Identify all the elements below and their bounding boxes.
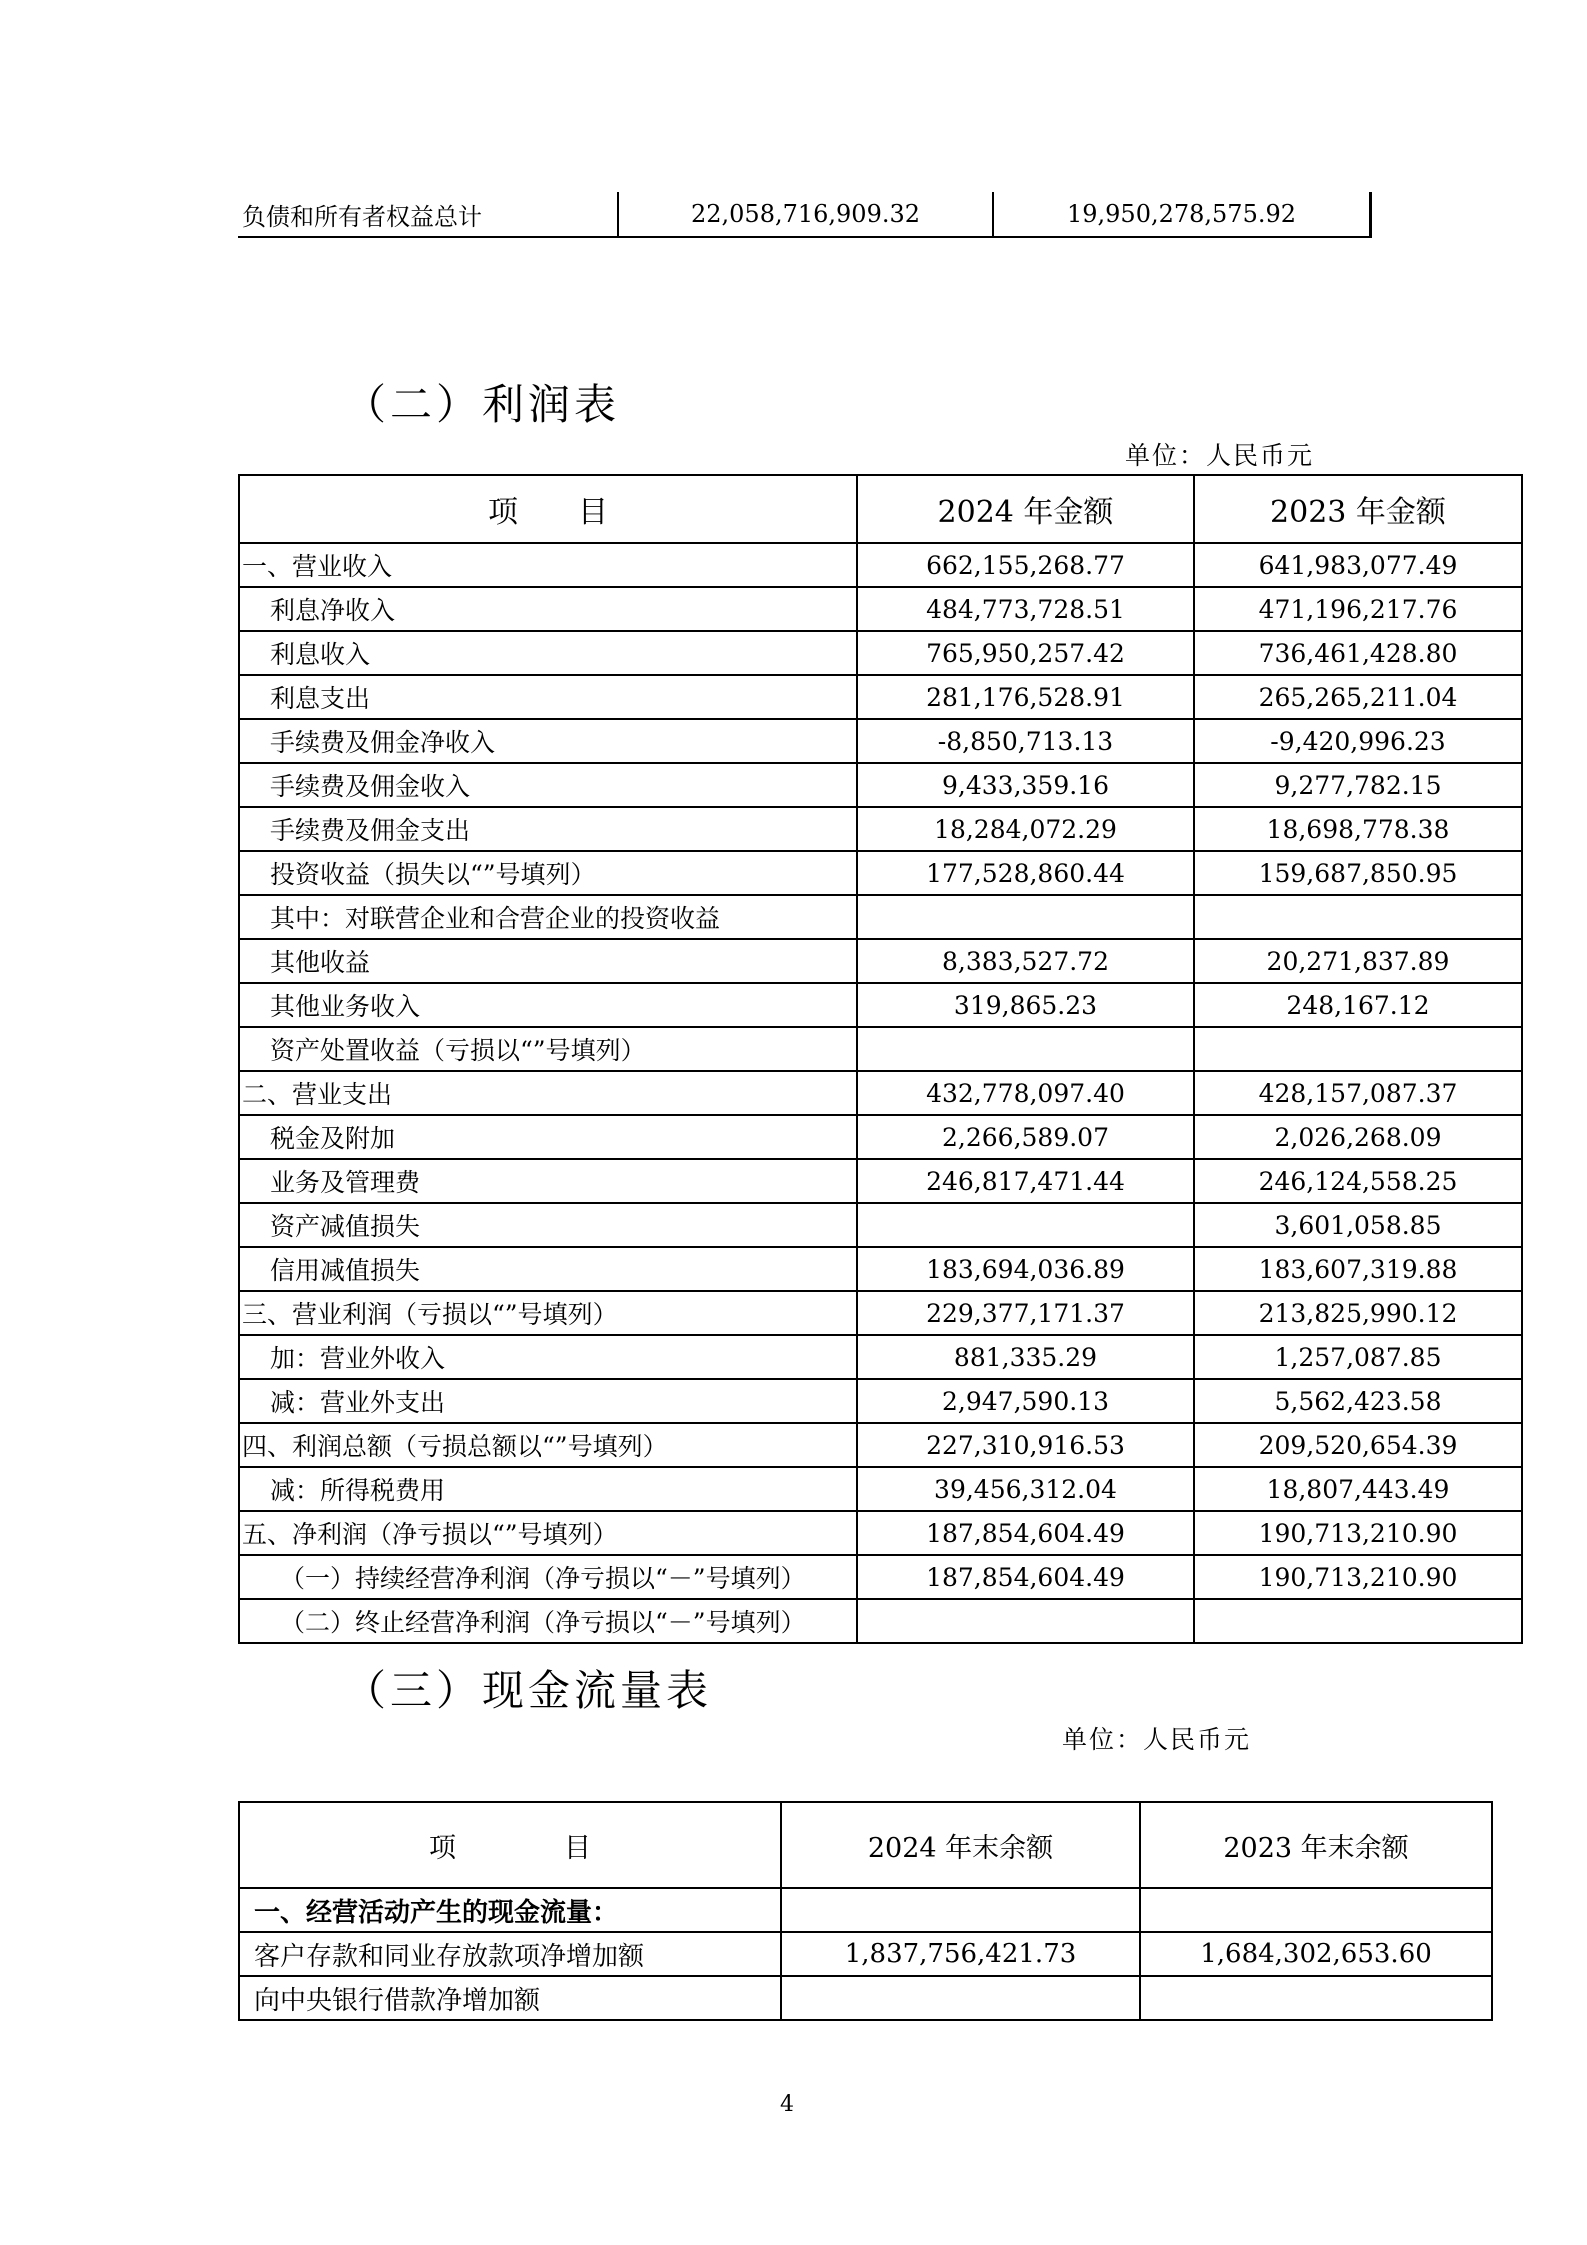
value-2023: 5,562,423.58 xyxy=(1194,1379,1522,1423)
value-2024 xyxy=(857,895,1194,939)
row-label: 业务及管理费 xyxy=(239,1159,857,1203)
table-row xyxy=(239,543,1522,587)
row-label: （二）终止经营净利润（净亏损以“－”号填列） xyxy=(239,1599,857,1643)
value-2023: 641,983,077.49 xyxy=(1194,543,1522,587)
row-label: 向中央银行借款净增加额 xyxy=(239,1976,781,2020)
row-label: 利息净收入 xyxy=(239,587,857,631)
cashflow-table xyxy=(238,1801,1493,2021)
value-2024: 246,817,471.44 xyxy=(857,1159,1194,1203)
value-2023: 190,713,210.90 xyxy=(1194,1555,1522,1599)
value-2023: 3,601,058.85 xyxy=(1194,1203,1522,1247)
value-2024: 1,837,756,421.73 xyxy=(781,1932,1140,1976)
value-2024: 229,377,171.37 xyxy=(857,1291,1194,1335)
value-2024: 183,694,036.89 xyxy=(857,1247,1194,1291)
value-2023 xyxy=(1140,1976,1492,2020)
table-row xyxy=(239,1159,1522,1203)
value-2024 xyxy=(781,1888,1140,1932)
value-2024: 8,383,527.72 xyxy=(857,939,1194,983)
table-row xyxy=(239,1467,1522,1511)
table-row xyxy=(239,1599,1522,1643)
row-label: 资产减值损失 xyxy=(239,1203,857,1247)
value-2024: 2,266,589.07 xyxy=(857,1115,1194,1159)
header-2024: 2024 年末余额 xyxy=(781,1802,1140,1888)
row-label: 利息收入 xyxy=(239,631,857,675)
table-row xyxy=(239,1203,1522,1247)
table-row xyxy=(239,807,1522,851)
value-2024: 18,284,072.29 xyxy=(857,807,1194,851)
value-2023: 209,520,654.39 xyxy=(1194,1423,1522,1467)
table-row xyxy=(239,1932,1492,1976)
value-2023 xyxy=(1194,1599,1522,1643)
row-label: 手续费及佣金支出 xyxy=(239,807,857,851)
value-2023: 471,196,217.76 xyxy=(1194,587,1522,631)
table-row xyxy=(239,983,1522,1027)
value-2023: 190,713,210.90 xyxy=(1194,1511,1522,1555)
row-label: 一、经营活动产生的现金流量： xyxy=(239,1888,781,1932)
row-label: 投资收益（损失以“”号填列） xyxy=(239,851,857,895)
table-row xyxy=(239,851,1522,895)
table-row xyxy=(239,763,1522,807)
value-2023: 2,026,268.09 xyxy=(1194,1115,1522,1159)
value-2023: 18,698,778.38 xyxy=(1194,807,1522,851)
row-label: （一）持续经营净利润（净亏损以“－”号填列） xyxy=(239,1555,857,1599)
income-unit-label: 单位：人民币元 xyxy=(1125,441,1315,470)
table-row xyxy=(239,1511,1522,1555)
value-2024: 227,310,916.53 xyxy=(857,1423,1194,1467)
table-row xyxy=(239,895,1522,939)
income-statement-table xyxy=(238,474,1523,1644)
row-label: 二、营业支出 xyxy=(239,1071,857,1115)
header-2023: 2023 年金额 xyxy=(1194,475,1522,543)
value-2023: -9,420,996.23 xyxy=(1194,719,1522,763)
value-2024: 22,058,716,909.32 xyxy=(618,192,993,237)
value-2023: 159,687,850.95 xyxy=(1194,851,1522,895)
value-2024: 765,950,257.42 xyxy=(857,631,1194,675)
value-2024: 2,947,590.13 xyxy=(857,1379,1194,1423)
table-row xyxy=(239,1379,1522,1423)
table-row xyxy=(239,1335,1522,1379)
value-2023: 248,167.12 xyxy=(1194,983,1522,1027)
row-label: 税金及附加 xyxy=(239,1115,857,1159)
income-statement-heading: （二）利润表 xyxy=(344,380,621,429)
row-label: 其中：对联营企业和合营企业的投资收益 xyxy=(239,895,857,939)
row-label: 资产处置收益（亏损以“”号填列） xyxy=(239,1027,857,1071)
table-row xyxy=(239,1555,1522,1599)
row-label: 三、营业利润（亏损以“”号填列） xyxy=(239,1291,857,1335)
value-2023: 265,265,211.04 xyxy=(1194,675,1522,719)
row-label: 减：所得税费用 xyxy=(239,1467,857,1511)
table-row xyxy=(238,192,1371,237)
value-2023: 428,157,087.37 xyxy=(1194,1071,1522,1115)
table-row xyxy=(239,1115,1522,1159)
row-label: 手续费及佣金收入 xyxy=(239,763,857,807)
value-2023: 1,257,087.85 xyxy=(1194,1335,1522,1379)
table-row xyxy=(239,939,1522,983)
value-2024: 662,155,268.77 xyxy=(857,543,1194,587)
value-2024 xyxy=(857,1203,1194,1247)
value-2024: 9,433,359.16 xyxy=(857,763,1194,807)
row-label: 其他业务收入 xyxy=(239,983,857,1027)
value-2024 xyxy=(857,1599,1194,1643)
balance-sheet-tail-table xyxy=(238,192,1372,238)
table-row xyxy=(239,719,1522,763)
row-label: 信用减值损失 xyxy=(239,1247,857,1291)
value-2024: -8,850,713.13 xyxy=(857,719,1194,763)
row-label: 减：营业外支出 xyxy=(239,1379,857,1423)
value-2024: 187,854,604.49 xyxy=(857,1555,1194,1599)
header-2024: 2024 年金额 xyxy=(857,475,1194,543)
value-2024 xyxy=(781,1976,1140,2020)
value-2024: 177,528,860.44 xyxy=(857,851,1194,895)
table-row xyxy=(239,675,1522,719)
row-label: 其他收益 xyxy=(239,939,857,983)
value-2023 xyxy=(1194,1027,1522,1071)
row-label: 一、营业收入 xyxy=(239,543,857,587)
table-row xyxy=(239,1247,1522,1291)
cashflow-heading: （三）现金流量表 xyxy=(344,1666,713,1715)
table-row xyxy=(239,1071,1522,1115)
value-2023: 18,807,443.49 xyxy=(1194,1467,1522,1511)
value-2024 xyxy=(857,1027,1194,1071)
header-2023: 2023 年末余额 xyxy=(1140,1802,1492,1888)
row-label: 四、利润总额（亏损总额以“”号填列） xyxy=(239,1423,857,1467)
row-label: 利息支出 xyxy=(239,675,857,719)
value-2023: 213,825,990.12 xyxy=(1194,1291,1522,1335)
value-2023: 1,684,302,653.60 xyxy=(1140,1932,1492,1976)
value-2024: 319,865.23 xyxy=(857,983,1194,1027)
row-label: 五、净利润（净亏损以“”号填列） xyxy=(239,1511,857,1555)
value-2023: 183,607,319.88 xyxy=(1194,1247,1522,1291)
cashflow-unit-label: 单位：人民币元 xyxy=(1062,1725,1252,1754)
value-2023: 20,271,837.89 xyxy=(1194,939,1522,983)
row-label: 手续费及佣金净收入 xyxy=(239,719,857,763)
value-2023: 736,461,428.80 xyxy=(1194,631,1522,675)
value-2024: 281,176,528.91 xyxy=(857,675,1194,719)
table-row xyxy=(239,1976,1492,2020)
value-2023 xyxy=(1194,895,1522,939)
table-header-row xyxy=(239,475,1522,543)
value-2024: 39,456,312.04 xyxy=(857,1467,1194,1511)
row-label: 客户存款和同业存放款项净增加额 xyxy=(239,1932,781,1976)
table-row xyxy=(239,1888,1492,1932)
table-header-row xyxy=(239,1802,1492,1888)
value-2024: 432,778,097.40 xyxy=(857,1071,1194,1115)
value-2024: 187,854,604.49 xyxy=(857,1511,1194,1555)
table-row xyxy=(239,587,1522,631)
value-2023 xyxy=(1140,1888,1492,1932)
table-row xyxy=(239,631,1522,675)
table-row xyxy=(239,1423,1522,1467)
value-2023: 19,950,278,575.92 xyxy=(993,192,1371,237)
value-2023: 246,124,558.25 xyxy=(1194,1159,1522,1203)
table-row xyxy=(239,1027,1522,1071)
page-number: 4 xyxy=(780,2092,794,2117)
row-label: 负债和所有者权益总计 xyxy=(238,192,618,237)
value-2024: 484,773,728.51 xyxy=(857,587,1194,631)
header-item: 项 目 xyxy=(239,475,857,543)
table-row xyxy=(239,1291,1522,1335)
header-item: 项 目 xyxy=(239,1802,781,1888)
value-2024: 881,335.29 xyxy=(857,1335,1194,1379)
value-2023: 9,277,782.15 xyxy=(1194,763,1522,807)
row-label: 加：营业外收入 xyxy=(239,1335,857,1379)
